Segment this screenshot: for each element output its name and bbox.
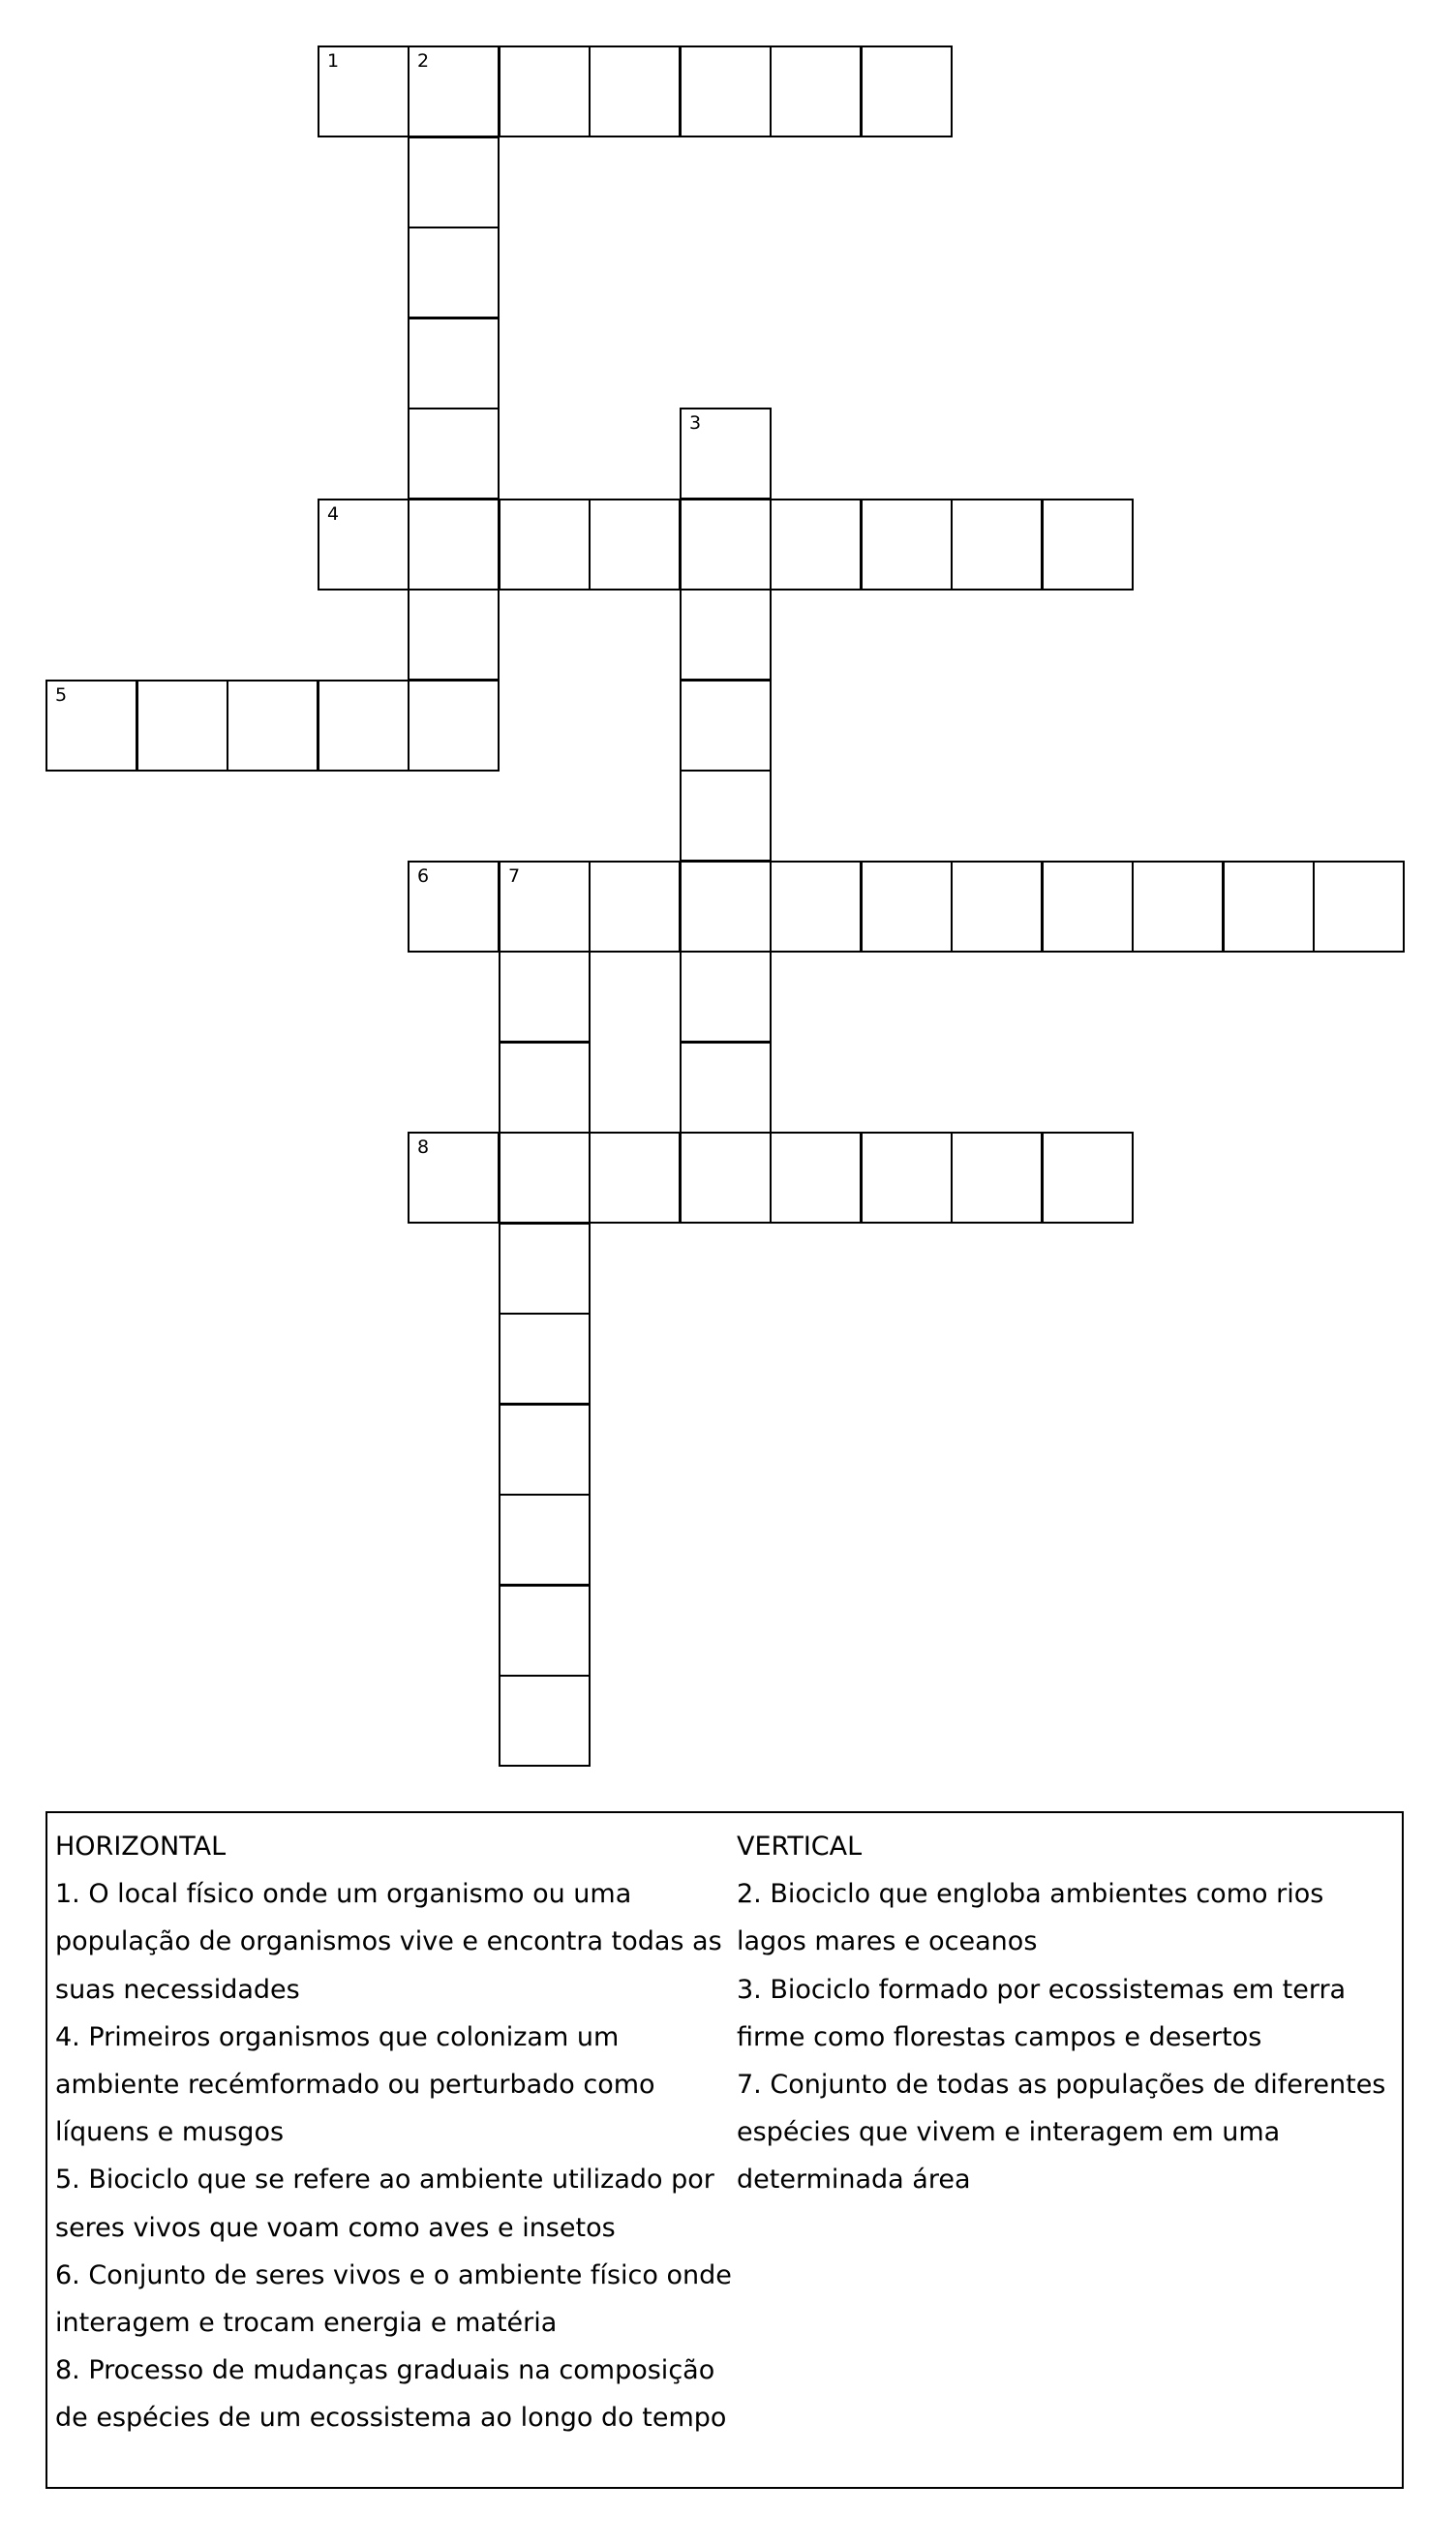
vertical-heading: VERTICAL <box>737 1832 863 1862</box>
grid-cell[interactable] <box>680 680 772 772</box>
grid-cell[interactable] <box>408 499 500 591</box>
grid-cell[interactable] <box>861 499 953 591</box>
clue-8-across: 8. Processo de mudanças graduais na composição de espécies de um ecossistema ao longo do tempo <box>55 2355 727 2434</box>
grid-cell[interactable] <box>408 136 500 228</box>
grid-cell[interactable] <box>318 680 410 772</box>
grid-cell[interactable] <box>680 589 772 681</box>
grid-cell[interactable] <box>499 1404 591 1496</box>
grid-cell[interactable] <box>1313 861 1405 953</box>
grid-cell[interactable] <box>408 589 500 681</box>
grid-cell[interactable] <box>770 861 862 953</box>
grid-cell[interactable] <box>680 1042 772 1134</box>
grid-cell[interactable] <box>408 408 500 500</box>
grid-cell[interactable] <box>770 499 862 591</box>
grid-cell[interactable] <box>499 951 591 1043</box>
grid-cell[interactable] <box>951 499 1043 591</box>
grid-cell[interactable] <box>589 861 681 953</box>
grid-cell[interactable] <box>318 499 410 591</box>
grid-cell[interactable] <box>680 861 772 953</box>
clue-number: 7 <box>508 865 521 887</box>
grid-cell[interactable] <box>227 680 318 772</box>
grid-cell[interactable] <box>499 1313 591 1405</box>
grid-cell[interactable] <box>1223 861 1315 953</box>
clue-number: 3 <box>689 412 702 434</box>
grid-cell[interactable] <box>408 318 500 409</box>
clues-box <box>46 1811 1404 2489</box>
grid-cell[interactable] <box>589 45 681 137</box>
grid-cell[interactable] <box>499 1132 591 1224</box>
clue-number: 2 <box>417 50 430 72</box>
grid-cell[interactable] <box>680 1132 772 1224</box>
grid-cell[interactable] <box>408 45 500 137</box>
grid-cell[interactable] <box>951 861 1043 953</box>
grid-cell[interactable] <box>408 1132 500 1224</box>
grid-cell[interactable] <box>499 499 591 591</box>
horizontal-clues <box>55 1823 733 2442</box>
grid-cell[interactable] <box>499 1042 591 1134</box>
grid-cell[interactable] <box>408 227 500 318</box>
grid-cell[interactable] <box>589 499 681 591</box>
grid-cell[interactable] <box>499 45 591 137</box>
clue-6-across: 6. Conjunto de seres vivos e o ambiente físico onde interagem e trocam energia e matéria <box>55 2259 732 2339</box>
grid-cell[interactable] <box>408 861 500 953</box>
grid-cell[interactable] <box>46 680 137 772</box>
grid-cell[interactable] <box>680 408 772 500</box>
clue-7-down: 7. Conjunto de todas as populações de diferentes espécies que vivem e interagem em uma determinada área <box>737 2070 1386 2196</box>
clue-4-across: 4. Primeiros organismos que colonizam um ambiente recémformado ou perturbado como líquens e musgos <box>55 2021 655 2148</box>
grid-cell[interactable] <box>589 1132 681 1224</box>
grid-cell[interactable] <box>770 1132 862 1224</box>
grid-cell[interactable] <box>499 1585 591 1677</box>
grid-cell[interactable] <box>499 861 591 953</box>
grid-cell[interactable] <box>861 861 953 953</box>
clue-number: 4 <box>327 503 340 525</box>
grid-cell[interactable] <box>680 499 772 591</box>
grid-cell[interactable] <box>951 1132 1043 1224</box>
grid-cell[interactable] <box>861 45 953 137</box>
clue-3-down: 3. Biociclo formado por ecossistemas em terra firme como florestas campos e desertos <box>737 1974 1347 2052</box>
grid-cell[interactable] <box>1042 1132 1134 1224</box>
clue-number: 1 <box>327 50 340 72</box>
grid-cell[interactable] <box>1042 861 1134 953</box>
grid-cell[interactable] <box>318 45 410 137</box>
grid-cell[interactable] <box>680 951 772 1043</box>
grid-cell[interactable] <box>680 770 772 862</box>
grid-cell[interactable] <box>680 45 772 137</box>
clue-number: 8 <box>417 1136 430 1158</box>
clue-5-across: 5. Biociclo que se refere ao ambiente utilizado por seres vivos que voam como aves e insetos <box>55 2165 714 2243</box>
grid-cell[interactable] <box>136 680 228 772</box>
grid-cell[interactable] <box>1042 499 1134 591</box>
grid-cell[interactable] <box>499 1675 591 1767</box>
grid-cell[interactable] <box>861 1132 953 1224</box>
grid-cell[interactable] <box>408 680 500 772</box>
clue-1-across: 1. O local físico onde um organismo ou uma população de organismos vive e encontra todas as suas necessidades <box>55 1879 722 2005</box>
clue-number: 5 <box>55 684 68 706</box>
clue-number: 6 <box>417 865 430 887</box>
grid-cell[interactable] <box>770 45 862 137</box>
grid-cell[interactable] <box>499 1494 591 1586</box>
horizontal-heading: HORIZONTAL <box>55 1832 227 1862</box>
grid-cell[interactable] <box>1132 861 1224 953</box>
grid-cell[interactable] <box>499 1223 591 1315</box>
vertical-clues <box>737 1823 1395 2204</box>
clue-2-down: 2. Biociclo que engloba ambientes como rios lagos mares e oceanos <box>737 1879 1324 1957</box>
